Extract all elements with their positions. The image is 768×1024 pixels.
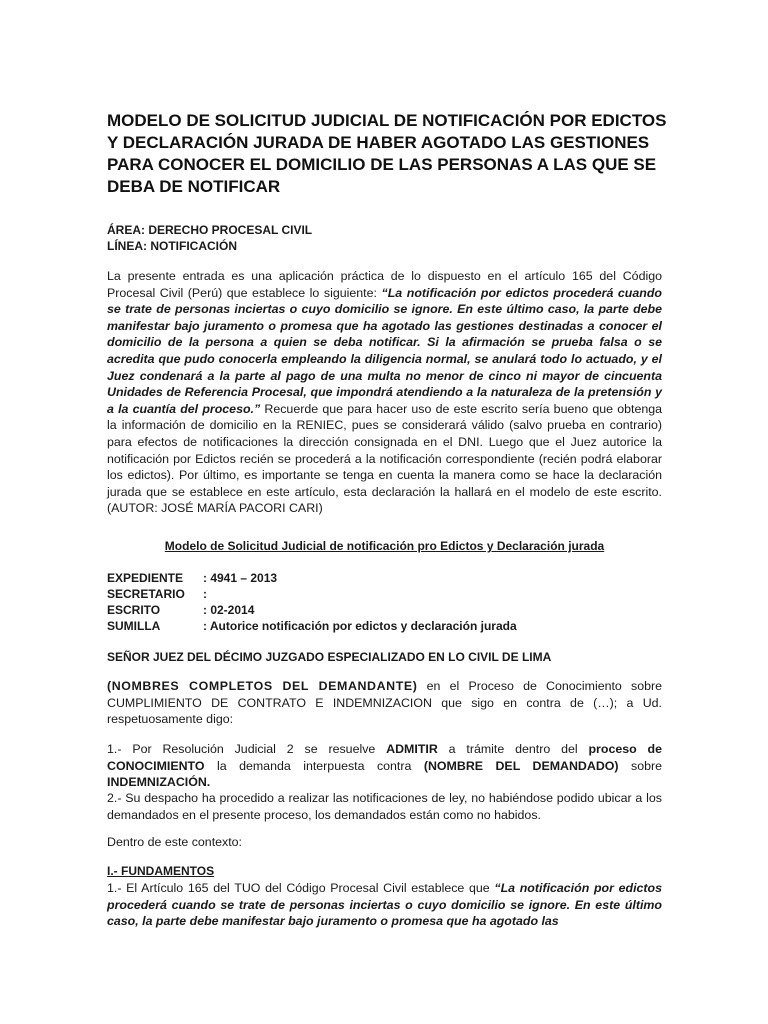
plaintiff-paragraph xyxy=(107,678,662,728)
resolution-text-a: 1.- Por Resolución Judicial 2 se resuelve xyxy=(107,742,387,756)
resolution-proceso: proceso de CONOCIMIENTO xyxy=(107,742,662,773)
case-value: : Autorice notificación por edictos y declaración jurada xyxy=(203,619,517,633)
case-value: : 4941 – 2013 xyxy=(203,571,278,585)
area-label: ÁREA: DERECHO PROCESAL CIVIL xyxy=(107,223,313,237)
case-value: : xyxy=(203,587,207,601)
case-value: : 02-2014 xyxy=(203,603,255,617)
fundamentos-quote: “La notificación por edictos procederá cuando se trate de personas inciertas o cuyo domicilio se ignore. En este último caso, la parte debe manifestar bajo juramento o promesa que ha agotado las xyxy=(107,881,662,929)
case-label: SUMILLA xyxy=(107,619,161,633)
intro-quote: “La notificación por edictos procederá cuando se trate de personas inciertas o cuyo domicilio se ignore. En este último caso, la parte debe manifestar bajo juramento o promesa que ha agotado las gestiones destinadas a conocer el domicilio de la persona a quien se deba notificar. Si la afirmación se prueba falsa o se acredita que pudo conocerla empleando la diligencia normal, se anulará todo lo actuado, y el Juez condenará a la parte al pago de una multa no menor de cinco ni mayor de cincuenta Unidades de Referencia Procesal, que impondrá atendiendo a la naturaleza de la pretensión y a la cuantía del proceso.” xyxy=(107,285,662,416)
fundamentos-text-a: 1.- El Artículo 165 del TUO del Código Procesal Civil establece que xyxy=(107,881,495,895)
resolution-admitir: ADMITIR xyxy=(386,742,438,756)
case-row-expediente xyxy=(107,570,517,586)
area-block xyxy=(107,222,312,254)
fundamentos-paragraph xyxy=(107,880,662,930)
notification-paragraph: 2.- Su despacho ha procedido a realizar las notificaciones de ley, no habiéndose podido ubicar a los demandados en el presente proceso, los demandados están como no habidos. xyxy=(107,791,662,822)
resolution-text-g: sobre xyxy=(618,758,662,773)
case-row-sumilla xyxy=(107,618,517,634)
plaintiff-text: en el Proceso de Conocimiento sobre CUMPLIMIENTO DE CONTRATO E INDEMNIZACION que sigo en contra de (…); a Ud. respetuosamente digo: xyxy=(107,679,662,727)
case-label: ESCRITO xyxy=(107,603,161,617)
intro-text-b: Recuerde que para hacer uso de este escrito sería bueno que obtenga la información de domicilio en la RENIEC, pues se considerará válido (salvo prueba en contrario) para efectos de notificaciones la dirección consignada en el DNI. Luego que el Juez autorice la notificación por Edictos recién se procederá a la notificación correspondiente (recién podrá elaborar los edictos). Por último, es importante se tenga en cuenta la manera como se hace la declaración jurada que se establece en este artículo, esta declaración la hallará en el modelo de este escrito. (AUTOR: JOSÉ MARÍA PACORI CARI) xyxy=(107,401,663,516)
addressee-line: SEÑOR JUEZ DEL DÉCIMO JUZGADO ESPECIALIZADO EN LO CIVIL DE LIMA xyxy=(107,650,552,664)
case-details xyxy=(107,570,517,634)
resolution-indemnizacion: INDEMNIZACIÓN. xyxy=(107,775,211,790)
intro-paragraph xyxy=(107,268,662,517)
resolution-paragraph xyxy=(107,741,662,791)
case-row-escrito xyxy=(107,602,517,618)
linea-label: LÍNEA: NOTIFICACIÓN xyxy=(107,239,237,253)
plaintiff-name: (NOMBRES COMPLETOS DEL DEMANDANTE) xyxy=(107,679,418,693)
case-row-secretario xyxy=(107,586,517,602)
resolution-text-c: a trámite dentro del xyxy=(437,742,589,756)
fundamentos-heading: I.- FUNDAMENTOS xyxy=(107,864,215,878)
model-subtitle: Modelo de Solicitud Judicial de notificación pro Edictos y Declaración jurada xyxy=(164,539,605,553)
resolution-demandado: (NOMBRE DEL DEMANDADO) xyxy=(423,758,619,773)
intro-text-a: La presente entrada es una aplicación práctica de lo dispuesto en el artículo 165 del Código Procesal Civil (Perú) que establece lo siguiente: xyxy=(107,269,662,300)
case-label: EXPEDIENTE xyxy=(107,571,184,585)
case-label: SECRETARIO xyxy=(107,587,185,601)
resolution-text-e: la demanda interpuesta contra xyxy=(204,758,424,773)
document-title: MODELO DE SOLICITUD JUDICIAL DE NOTIFICACIÓN POR EDICTOS Y DECLARACIÓN JURADA DE HABER AGOTADO LAS GESTIONES PARA CONOCER EL DOMICILIO DE LAS PERSONAS A LAS QUE SE DEBA DE NOTIFICAR xyxy=(107,111,667,196)
context-line: Dentro de este contexto: xyxy=(107,835,243,849)
